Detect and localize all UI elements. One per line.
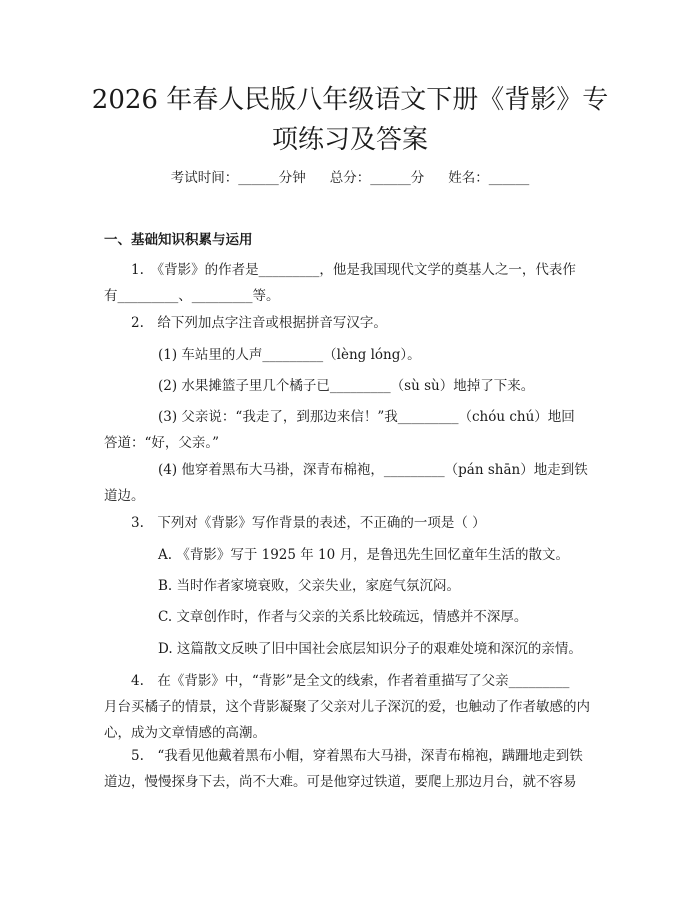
question-4 bbox=[104, 668, 592, 746]
question-2-item-2 bbox=[104, 373, 592, 399]
exam-total-score: 总分：______分 bbox=[329, 170, 425, 186]
question-3-stem bbox=[104, 510, 592, 536]
question-3-text: 3. 下列对《背影》写作背景的表述，不正确的一项是（ ） bbox=[131, 515, 486, 531]
exam-meta bbox=[0, 168, 700, 188]
question-3-option-c: C. 文章创作时，作者与父亲的关系比较疏远，情感并不深厚。 bbox=[158, 609, 528, 625]
question-1-line-1: 1. 《背影》的作者是_________，他是我国现代文学的奠基人之一，代表作 bbox=[131, 262, 576, 278]
question-2-item-1-text: (1) 车站里的人声_________（lèng lóng）。 bbox=[158, 347, 421, 363]
question-3-option-b: B. 当时作者家境衰败，父亲失业，家庭气氛沉闷。 bbox=[158, 578, 461, 594]
question-2-item-1 bbox=[104, 342, 592, 368]
question-2-item-3-line-1: (3) 父亲说：“我走了，到那边来信！”我_________（chóu chú）地回 bbox=[158, 409, 575, 425]
question-5-line-1: 5. “我看见他戴着黑布小帽，穿着黑布大马褂，深青布棉袍，蹒跚地走到铁 bbox=[131, 748, 583, 764]
title-line-1: 2026 年春人民版八年级语文下册《背影》专 bbox=[91, 85, 609, 115]
question-4-line-1: 4. 在《背影》中，“背影”是全文的线索，作者着重描写了父亲_________ bbox=[131, 673, 570, 689]
question-2-text: 2. 给下列加点字注音或根据拼音写汉字。 bbox=[131, 315, 387, 331]
question-2-item-4-line-1: (4) 他穿着黑布大马褂，深青布棉袍，_________（pán shān）地走到铁 bbox=[158, 462, 588, 478]
question-5 bbox=[104, 743, 592, 795]
question-2-item-2-text: (2) 水果摊篮子里几个橘子已_________（sù sù）地掉了下来。 bbox=[158, 378, 535, 394]
question-2-stem bbox=[104, 310, 592, 336]
question-2-item-4-line-2: 道边。 bbox=[104, 488, 145, 504]
section-heading-1: 一、基础知识积累与运用 bbox=[104, 232, 253, 248]
exam-time: 考试时间：______分钟 bbox=[170, 170, 306, 186]
question-1-line-2: 有_________、_________等。 bbox=[104, 288, 280, 304]
page-title bbox=[60, 80, 640, 160]
title-line-2: 项练习及答案 bbox=[271, 125, 428, 155]
question-1 bbox=[104, 257, 592, 309]
question-4-line-3: 心，成为文章情感的高潮。 bbox=[104, 725, 266, 741]
question-2-item-4 bbox=[104, 457, 592, 509]
question-3-option-d: D. 这篇散文反映了旧中国社会底层知识分子的艰难处境和深沉的亲情。 bbox=[158, 641, 582, 657]
question-3-option-a: A. 《背影》写于 1925 年 10 月，是鲁迅先生回忆童年生活的散文。 bbox=[158, 547, 570, 563]
question-2-item-3-line-2: 答道：“好，父亲。” bbox=[104, 435, 220, 451]
exam-name-field: 姓名：______ bbox=[448, 170, 530, 186]
question-5-line-2: 道边，慢慢探身下去，尚不大难。可是他穿过铁道，要爬上那边月台，就不容易 bbox=[104, 774, 577, 790]
question-2-item-3 bbox=[104, 404, 592, 456]
question-4-line-2: 月台买橘子的情景，这个背影凝聚了父亲对儿子深沉的爱，也触动了作者敏感的内 bbox=[104, 699, 590, 715]
